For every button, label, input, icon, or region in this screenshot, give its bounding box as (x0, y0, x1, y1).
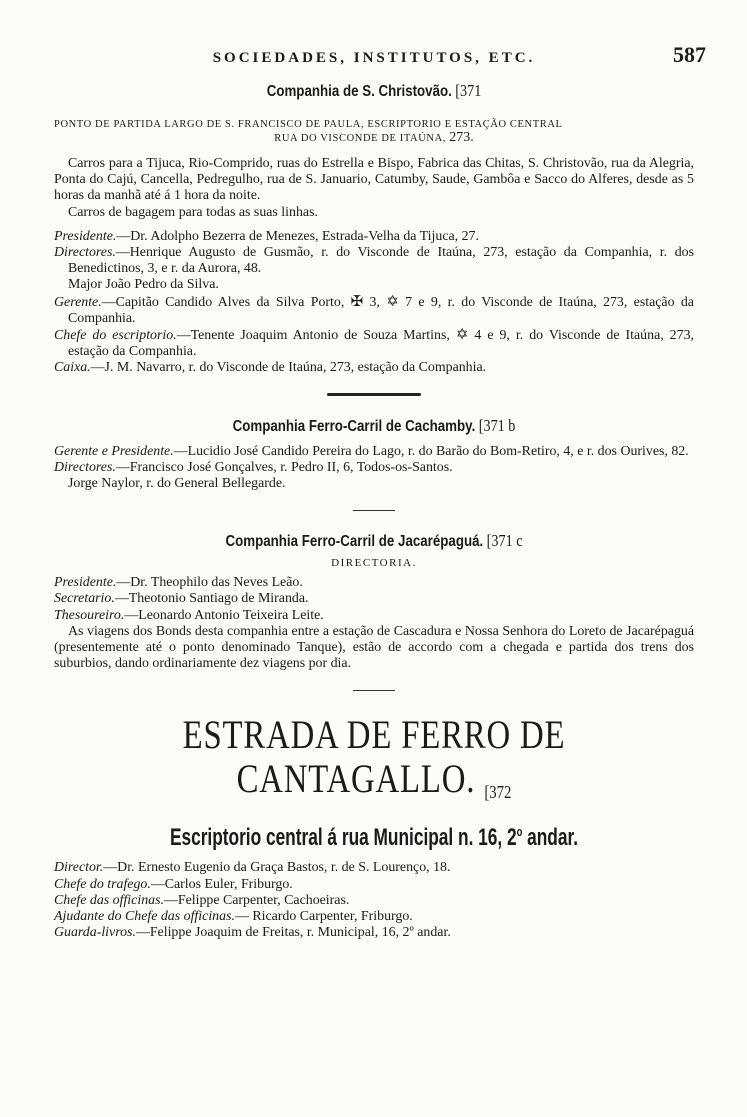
entry-chefe-trafego (54, 877, 694, 893)
entry-text: —Dr. Ernesto Eugenio da Graça Bastos, r. de S. Lourenço, 18. (103, 860, 451, 876)
address-number: 273. (449, 130, 474, 145)
section-code: [371 c (486, 531, 523, 551)
entry-gerente (54, 294, 694, 327)
office-address-heading (144, 818, 605, 852)
entry-text: —Tenente Joaquim Antonio de Souza Martins, (176, 328, 450, 344)
role-label: Presidente. (54, 575, 117, 591)
running-title: SOCIEDADES, INSTITUTOS, ETC. (212, 50, 536, 66)
section-title-cantagallo (112, 713, 637, 814)
section-code: [372 (484, 782, 512, 803)
entry-presidente (54, 229, 694, 245)
role-label: Chefe das officinas. (54, 892, 164, 908)
section-title-text: Companhia Ferro-Carril de Jacarépaguá. (225, 533, 484, 551)
role-label: Guarda-livros. (54, 925, 136, 941)
role-label: Caixa. (54, 360, 91, 376)
star-order-icon: ✡ (455, 327, 469, 344)
office-address-text: Escriptorio central á rua Municipal n. 16, 2 (169, 824, 517, 852)
entry-gerente-presidente (54, 444, 694, 460)
entry-text: — Ricardo Carpenter, Friburgo. (234, 909, 413, 925)
role-label: Gerente e Presidente. (54, 443, 174, 459)
entry-secretario (54, 591, 694, 607)
star-order-icon: ✡ (386, 293, 399, 310)
section-code: [371 b (478, 415, 516, 435)
address-line-1: PONTO DE PARTIDA LARGO DE S. FRANCISCO DE PAULA, ESCRIPTORIO E ESTAÇÃO CENTRAL (54, 119, 563, 130)
section-title-text: Companhia Ferro-Carril de Cachamby. (232, 417, 476, 435)
entry-text: —Theotonio Santiago de Miranda. (114, 591, 309, 607)
entry-text: 7 e 9, r. do Visconde de Itaúna, 273, estação da Companhia. (68, 294, 694, 326)
entry-text: —Francisco José Gonçalves, r. Pedro II, 6, Todos-os-Santos. (115, 459, 453, 475)
section-divider (353, 510, 395, 511)
entry-director-extra: Major João Pedro da Silva. (68, 277, 219, 293)
entry-text: —Capitão Candido Alves da Silva Porto, (101, 294, 345, 310)
entry-directores (54, 245, 694, 277)
running-head (54, 42, 706, 67)
entry-text: —J. M. Navarro, r. do Visconde de Itaúna, 273, estação da Companhia. (90, 360, 487, 376)
section-divider (327, 393, 421, 396)
role-label: Gerente. (54, 294, 102, 310)
section-title-companhia-s-christovao (99, 81, 649, 101)
role-label: Directores. (54, 245, 116, 261)
entry-text: —Leonardo Antonio Teixeira Leite. (124, 607, 324, 623)
routes-paragraph: Carros para a Tijuca, Rio-Comprido, ruas do Estrella e Bispo, Fabrica das Chitas, S. Christovão, rua da Alegria, Ponta do Cajú, Cancella, Pedregulho, rua de S. Januario, Catumby, Saude, Gambôa e Sacco do Alferes, desde as 5 horas da manhã até á 1 hora da noite. (54, 156, 694, 204)
section-divider (353, 690, 395, 691)
document-page (54, 42, 706, 941)
address-line-2 (54, 130, 694, 146)
ordinal-marker: o (516, 824, 523, 840)
section-code: [371 (455, 81, 482, 100)
entry-text: —Carlos Euler, Friburgo. (150, 876, 293, 892)
entry-text: 3, (369, 294, 380, 310)
section-title-jacarepagua (99, 531, 649, 551)
entry-directores (54, 460, 694, 476)
entry-text: —Felippe Joaquim de Freitas, r. Municipal, 16, 2º andar. (135, 925, 451, 941)
role-label: Secretario. (54, 591, 115, 607)
luggage-paragraph: Carros de bagagem para todas as suas linhas. (68, 204, 318, 220)
entry-chefe-officinas (54, 893, 694, 909)
entry-text: —Dr. Theophilo das Neves Leão. (116, 575, 303, 591)
entry-text: —Henrique Augusto de Gusmão, r. do Visconde de Itaúna, 273, estação da Companhia, r. dos Benedictinos, 3, e r. da Aurora, 48. (68, 245, 694, 277)
entry-text: 4 e 9, r. do Visconde de Itaúna, 273, estação da Companhia. (68, 328, 694, 360)
entry-text: —Felippe Carpenter, Cachoeiras. (163, 892, 350, 908)
role-label: Directores. (54, 459, 116, 475)
entry-ajudante (54, 909, 694, 925)
entry-chefe-escriptorio (54, 327, 694, 360)
role-label: Thesoureiro. (54, 607, 125, 623)
role-label: Presidente. (54, 228, 117, 244)
entry-text: —Lucidio José Candido Pereira do Lago, r. do Barão do Bom-Retiro, 4, e r. dos Ourives, 82. (173, 443, 689, 459)
section-title-cachamby (99, 416, 649, 436)
directoria-subheading: DIRECTORIA. (331, 557, 417, 570)
entry-director-extra: Jorge Naylor, r. do General Bellegarde. (68, 476, 286, 492)
role-label: Director. (54, 860, 104, 876)
cross-order-icon: ✠ (350, 293, 364, 310)
office-address-text: andar. (522, 824, 579, 852)
bonds-paragraph: As viagens dos Bonds desta companhia entre a estação de Cascadura e Nossa Senhora do Loreto de Jacarépaguá (presentemente até o ponto denominado Tanque), estão de accordo com a chegada e partida dos trens dos suburbios, dando ordinariamente dez viagens por dia. (54, 623, 694, 672)
entry-guarda-livros (54, 925, 694, 941)
entry-text: —Dr. Adolpho Bezerra de Menezes, Estrada-Velha da Tijuca, 27. (116, 228, 479, 244)
entry-thesoureiro (54, 608, 694, 624)
role-label: Ajudante do Chefe das officinas. (54, 909, 235, 925)
section-title-text: Companhia de S. Christovão. (266, 83, 452, 100)
entry-caixa (54, 360, 694, 376)
role-label: Chefe do trafego. (54, 876, 151, 892)
address-street: RUA DO VISCONDE DE ITAÚNA, (274, 133, 447, 144)
section-title-text: ESTRADA DE FERRO DE CANTAGALLO. (182, 712, 566, 802)
entry-director (54, 860, 694, 876)
entry-presidente (54, 575, 694, 591)
page-number: 587 (673, 42, 706, 67)
role-label: Chefe do escriptorio. (54, 328, 177, 344)
